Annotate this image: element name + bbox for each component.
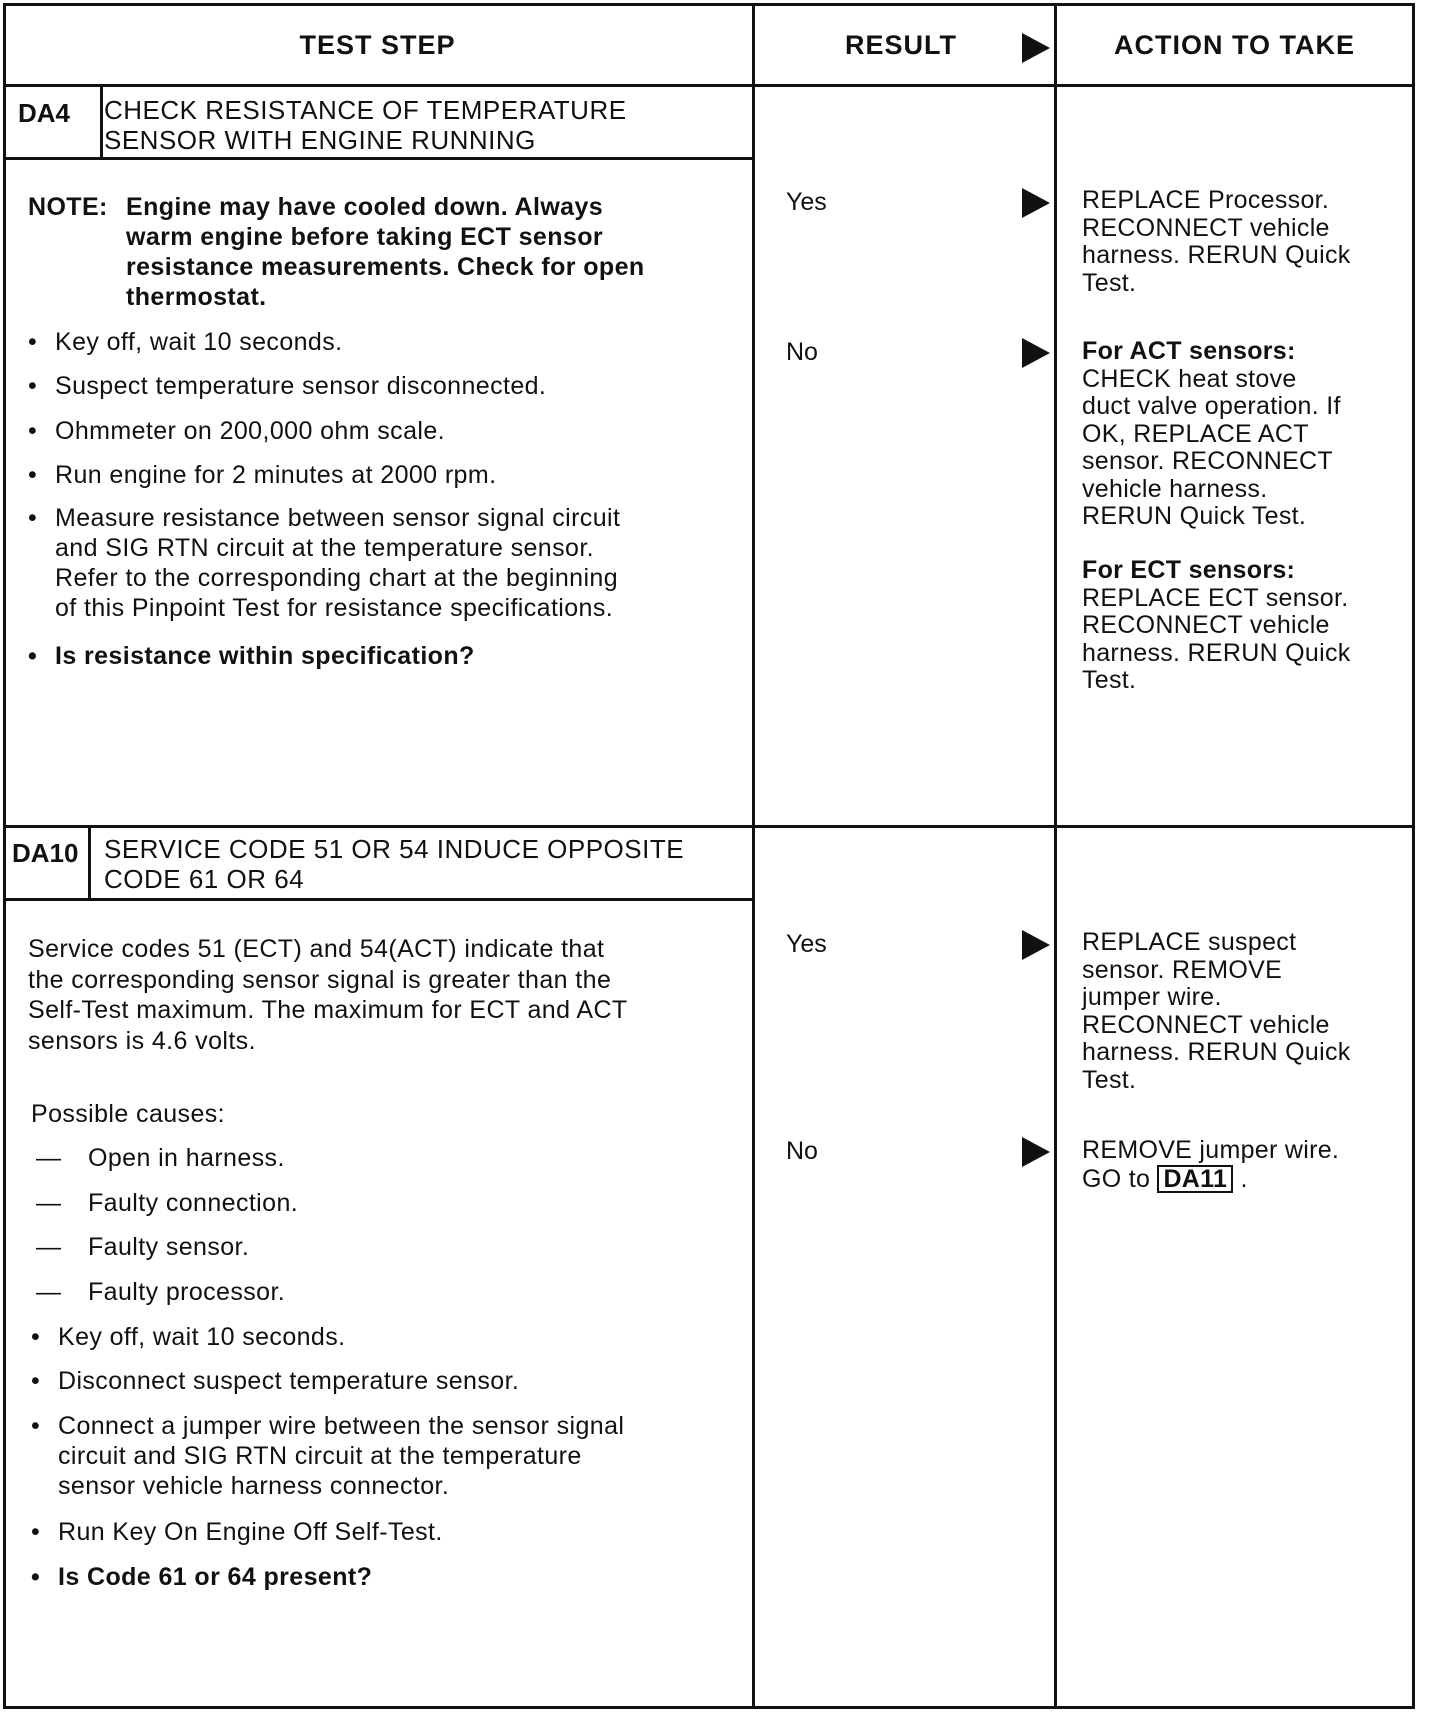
da4-bullet-measure [28, 503, 728, 623]
action-line: RERUN Quick Test. [1082, 502, 1307, 530]
bullet-dot-icon: • [31, 1518, 41, 1546]
da10-result-yes: Yes [786, 930, 827, 958]
table-right-border [1412, 3, 1415, 1709]
da10-title-line: CODE 61 OR 64 [104, 864, 305, 894]
da4-note-line: warm engine before taking ECT sensor [126, 223, 604, 251]
action-line: harness. RERUN Quick [1082, 241, 1351, 269]
da4-title-line: CHECK RESISTANCE OF TEMPERATURE [104, 95, 627, 125]
da4-bullet-sensor-disconnected: • Suspect temperature sensor disconnected. [28, 372, 547, 400]
action-line: sensor. RECONNECT [1082, 447, 1333, 475]
da10-no-arrow-icon [1022, 1137, 1050, 1167]
da4-title-line: SENSOR WITH ENGINE RUNNING [104, 125, 536, 155]
table-bottom-border [3, 1706, 1414, 1709]
da4-note-line: Engine may have cooled down. Always [126, 193, 604, 221]
bullet-dot-icon: • [28, 328, 38, 356]
action-heading: For ECT sensors: [1082, 556, 1296, 584]
da4-note-line: resistance measurements. Check for open [126, 253, 645, 281]
bullet-dot-icon: • [28, 372, 38, 400]
table-top-border [3, 3, 1414, 6]
action-line: REPLACE suspect [1082, 928, 1297, 956]
da10-causes-label: Possible causes: [31, 1100, 225, 1128]
da4-bullet-run-engine: • Run engine for 2 minutes at 2000 rpm. [28, 461, 497, 489]
action-line: harness. RERUN Quick [1082, 1038, 1351, 1066]
action-line: RECONNECT vehicle [1082, 1010, 1330, 1039]
bullet-dot-icon: • [31, 1412, 41, 1440]
bullet-dot-icon: • [28, 504, 38, 532]
da4-question: • Is resistance within specification? [28, 642, 475, 670]
header-arrow-icon [1022, 33, 1050, 63]
column-divider-action [1054, 3, 1057, 1709]
da10-connect-line: Connect a jumper wire between the sensor signal [58, 1412, 625, 1440]
action-line: duct valve operation. If [1082, 392, 1341, 420]
column-divider-result [752, 3, 755, 1709]
da4-no-action-act [1082, 338, 1402, 531]
da10-intro [28, 934, 748, 1056]
da4-code-divider [100, 84, 103, 158]
goto-end: . [1240, 1164, 1248, 1193]
goto-da11-link[interactable]: DA11 [1157, 1165, 1233, 1193]
table-left-border [3, 3, 6, 1709]
da10-cause: — Faulty sensor. [36, 1233, 250, 1261]
da4-bullet-ohmmeter: • Ohmmeter on 200,000 ohm scale. [28, 417, 445, 445]
da10-question: • Is Code 61 or 64 present? [31, 1563, 373, 1591]
da10-title-line: SERVICE CODE 51 OR 54 INDUCE OPPOSITE [104, 834, 685, 864]
bullet-dot-icon: • [31, 1367, 41, 1395]
da4-result-yes: Yes [786, 188, 827, 216]
da10-cause: — Open in harness. [36, 1144, 285, 1172]
dash-icon: — [36, 1278, 62, 1306]
da10-intro-line: sensors is 4.6 volts. [28, 1026, 256, 1055]
action-goto-line [1082, 1165, 1402, 1194]
dash-icon: — [36, 1144, 62, 1172]
dash-icon: — [36, 1189, 62, 1217]
da10-connect-line: circuit and SIG RTN circuit at the temperature [58, 1442, 582, 1470]
bullet-dot-icon: • [31, 1563, 41, 1591]
action-line: REPLACE Processor. [1082, 186, 1330, 214]
da10-step-code: DA10 [12, 838, 79, 868]
da10-bullet-connect-jumper [31, 1411, 731, 1501]
da4-title-divider [3, 157, 755, 160]
da10-intro-line: Self-Test maximum. The maximum for ECT and ACT [28, 996, 628, 1024]
action-line: RECONNECT vehicle [1082, 611, 1330, 639]
da4-note-line: thermostat. [126, 283, 267, 311]
action-line: Test. [1082, 666, 1137, 694]
action-line: OK, REPLACE ACT [1082, 419, 1309, 448]
header-test-step: TEST STEP [299, 30, 456, 60]
da4-step-title [104, 95, 744, 155]
da4-yes-arrow-icon [1022, 188, 1050, 218]
da4-measure-line: Measure resistance between sensor signal circuit [55, 504, 621, 532]
da10-bullet-disconnect: • Disconnect suspect temperature sensor. [31, 1367, 520, 1395]
da4-measure-line: and SIG RTN circuit at the temperature sensor. [55, 534, 595, 562]
header-divider [3, 84, 1414, 87]
da10-bullet-key-off: • Key off, wait 10 seconds. [31, 1323, 346, 1351]
da10-code-divider [88, 825, 91, 900]
bullet-dot-icon: • [28, 642, 38, 670]
da4-note [28, 192, 748, 312]
da10-yes-arrow-icon [1022, 930, 1050, 960]
da4-measure-line: Refer to the corresponding chart at the beginning [55, 564, 619, 592]
da10-bullet-run-self-test: • Run Key On Engine Off Self-Test. [31, 1518, 443, 1546]
da10-yes-action [1082, 929, 1402, 1094]
action-line: Test. [1082, 1065, 1137, 1094]
action-line: harness. RERUN Quick [1082, 638, 1351, 667]
action-heading: For ACT sensors: [1082, 337, 1296, 365]
da4-bullet-key-off: • Key off, wait 10 seconds. [28, 328, 343, 356]
da10-result-no: No [786, 1137, 818, 1165]
action-line: REPLACE ECT sensor. [1082, 583, 1349, 612]
da10-connect-line: sensor vehicle harness connector. [58, 1472, 450, 1500]
da10-cause: — Faulty connection. [36, 1189, 299, 1217]
da4-no-action-ect [1082, 557, 1402, 695]
action-line: vehicle harness. [1082, 474, 1268, 503]
dash-icon: — [36, 1233, 62, 1261]
action-line: CHECK heat stove [1082, 364, 1297, 393]
da4-no-arrow-icon [1022, 338, 1050, 368]
header-action: ACTION TO TAKE [1114, 30, 1355, 60]
da10-no-action [1082, 1137, 1402, 1193]
da10-step-title [104, 834, 744, 894]
bullet-dot-icon: • [31, 1323, 41, 1351]
da4-step-code: DA4 [18, 98, 71, 128]
action-line: Test. [1082, 268, 1137, 297]
header-result: RESULT [845, 30, 957, 60]
bullet-dot-icon: • [28, 417, 38, 445]
goto-text: GO to [1082, 1164, 1151, 1193]
da4-yes-action [1082, 187, 1402, 297]
action-line: sensor. REMOVE [1082, 955, 1283, 984]
da4-result-no: No [786, 338, 818, 366]
da10-intro-line: the corresponding sensor signal is greater than the [28, 965, 612, 994]
da10-title-divider [3, 898, 755, 901]
da10-cause: — Faulty processor. [36, 1278, 286, 1306]
action-line: jumper wire. [1082, 983, 1222, 1011]
action-line: RECONNECT vehicle [1082, 213, 1330, 242]
da10-intro-line: Service codes 51 (ECT) and 54(ACT) indicate that [28, 935, 605, 963]
da4-note-label: NOTE: [28, 193, 108, 221]
action-line: REMOVE jumper wire. [1082, 1136, 1340, 1164]
bullet-dot-icon: • [28, 461, 38, 489]
da4-measure-line: of this Pinpoint Test for resistance specifications. [55, 594, 614, 622]
section-divider [3, 825, 1414, 828]
